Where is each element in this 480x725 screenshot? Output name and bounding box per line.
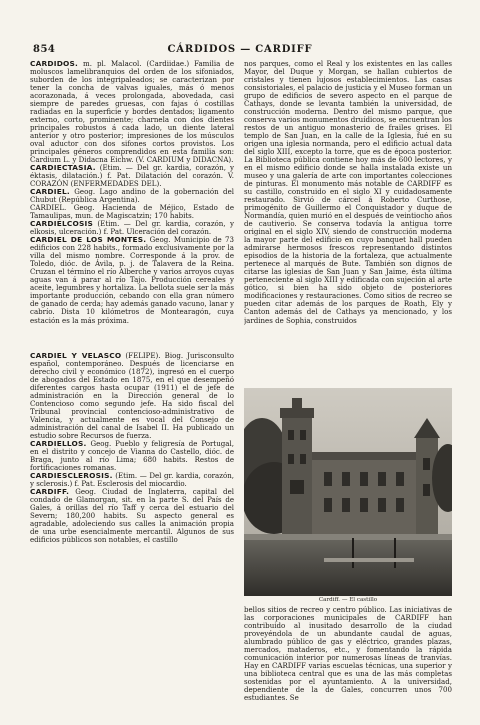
castle-illustration — [244, 388, 452, 596]
entry-text: Geog. Lago andino de la gobernación del Chubut (República Argentina). — [30, 187, 234, 205]
entry-cardiel-y-velasco — [30, 352, 234, 440]
entry-text: Geog. Pueblo y feligresía de Portugal, en el distrito y concejo de Vianna do Castello, dióc. de Braga, junto al río Lima; 680 habits. Restos de fortificaciones romanas. — [30, 439, 234, 473]
running-head: CÁRDIDOS — CARDIFF — [167, 44, 313, 55]
entry-text: Geog. Ciudad de Inglaterra, capital del condado de Glamorgan, sit. en la parte S. del País de Gales, á orillas del río Taff y cerca del estuario del Severn; 180,200 habits. Su aspecto general es agradable, adoleciendo sus calles la animación propia de una urbe esencialmente mercantil. Algunos de sus edificios públicos son notables, el castillo — [30, 487, 234, 545]
entry-cardiesclerosis — [30, 472, 234, 488]
headword: CARDIELCOSIS — [30, 219, 93, 229]
entry-text: (Etim. — Del gr. kardia, corazón, y sclerosis.) f. Pat. Esclerosis del miocardio. — [30, 471, 234, 489]
entry-text: CARDIEL. Geog. Hacienda de Méjico, Estado de Tamaulipas, mun. de Magiscatzin; 170 habits. — [30, 203, 234, 221]
photo-caption: Cardiff. — El castillo — [318, 597, 378, 603]
entry-cardidos — [30, 60, 234, 164]
headword: CARDIEL Y VELASCO — [30, 352, 122, 360]
entry-text: Geog. Municipio de 73 edificios con 228 habits., formado exclusivamente por la villa del mismo nombre. Corresponde á la prov. de Toledo, dióc. de Ávila, p. j. de Talavera de la Reina. Cruzan el término el río Alberche y varios arroyos cuyas aguas van á parar al río Tajo. Producción cereales y aceite, legumbres y hortaliza. La bellota suele ser la más importante producción, cebando con ella gran número de ganado de cerda; hay además ganado vacuno, lanar y cabrío. Dista 10 kilómetros de Montearagón, cuya estación es la más próxima. — [30, 235, 234, 325]
headword: CÁRDIDOS. — [30, 60, 79, 68]
headword: CARDIECTASIA. — [30, 163, 96, 173]
entry-cardiectasia — [30, 164, 234, 188]
headword: CARDIFF. — [30, 487, 70, 497]
right-column-top — [244, 60, 452, 382]
entry-text: bellos sitios de recreo y centro público. Las iniciativas de las corporaciones municipales de CARDIFF han contribuido al inusitado desarrollo de la ciudad proveyéndola de un abundante caudal de aguas, alumbrado público de gas y eléctrico, grandes plazas, mercados, mataderos, etc., y fomentando la rápida comunicación interior por numerosas líneas de tranvías. Hay en CARDIFF varias escuelas técnicas, una superior y una biblioteca central que es una de las más completas sostenidas por el ayuntamiento. A la universidad, dependiente de la de Gales, concurren unos 700 estudiantes. Se — [244, 606, 452, 703]
headword: CARDIELLOS. — [30, 439, 87, 449]
page-number: 854 — [33, 44, 56, 55]
entry-cardiff — [30, 488, 234, 544]
entry-cardiel-de-los-montes — [30, 236, 234, 324]
entry-cardiel — [30, 188, 234, 204]
headword: CARDIESCLEROSIS. — [30, 471, 113, 481]
entry-cardielcosis — [30, 220, 234, 236]
entry-text: (FELIPE). Biog. Jurisconsulto español, contemporáneo. Después de licenciarse en derecho civil y económico (1872), ingresó en el cuerpo de abogados del Estado en 1875, en el que desempeñó diferentes cargos hasta ocupar (1911) el de jefe de administración en la Dirección general de lo Contencioso como segundo jefe. Ha sido fiscal del Tribunal provincial contencioso-administrativo de Valencia, y actualmente es vocal del Consejo de administración del canal de Isabel II. Ha publicado un estudio sobre Recursos de fuerza. — [30, 352, 234, 441]
entry-cardiel-mexico — [30, 204, 234, 220]
right-column-bottom — [244, 606, 452, 722]
entry-text: m. pl. Malacol. (Cardiidae.) Familia de moluscos lamelibranquios del orden de los sifoniados, suborden de los integripaleados; se caracterizan por tener la concha de valvas iguales, más ó menos acorazonada, á veces prolongada, abovedada, casi siempre de paredes gruesas, con fajas ó costillas radiadas en la superficie y bordes dentados; ligamento externo, corto, prominente; charnela con dos dientes principales robustos á cada lado, un diente lateral anterior y otro posterior; impresiones de los músculos oval aductor con dos sifones cortos provistos. Los principales géneros comprendidos en esta familia son: Cardium L. y Didacna Eichw. (V. CARDIUM y DIDACNA). — [30, 60, 234, 165]
entry-text: (Etim. — Del gr. kardia, corazón, y elkosis, ulceración.) f. Pat. Ulceración del corazón. — [30, 219, 234, 237]
castle-photo — [244, 388, 452, 596]
entry-text: (Etim. — Del gr. kardia, corazón, y éktasis, dilatación.) f. Pat. Dilatación del corazón. V. CORAZÓN (ENFERMEDADES DEL). — [30, 163, 234, 189]
left-column-continued — [30, 352, 234, 722]
headword: CARDIEL. — [30, 187, 70, 197]
left-column — [30, 60, 234, 352]
headword: CARDIEL DE LOS MONTES. — [30, 235, 147, 245]
entry-text: nos parques, como el Real y los existentes en las calles Mayor, del Duque y Morgan, se hallan cubiertos de cristales y tienen lujosos establecimientos. Las casas consistoriales, el palacio de justicia y el Museo forman un grupo de edificios de severo aspecto en el parque de Cathays, donde se levanta también la universidad, de construcción moderna. Dentro del mismo parque, que conserva varios monumentos druídicos, se encuentran los restos de un antiguo monasterio de frailes grises. El templo de San Juan, en la calle de la Iglesia, fué en su origen una iglesia normanda, pero el edificio actual data del siglo XIII, excepto la torre, que es de época posterior. La Biblioteca pública contiene hoy más de 600 lectores, y en el mismo edificio donde se halla instalada existe un museo y una galería de arte con importantes colecciones de pinturas. El monumento más notable de CARDIFF es su castillo, construido en el siglo XI y cuidadosamente restaurado. Sirvió de cárcel á Roberto Curthose, primogénito de Guillermo el Conquistador y duque de Normandía, quien murió en el después de veintiocho años de cautiverio. Se conserva todavía la antigua torre original en el siglo XIV, siendo de construcción moderna la mayor parte del edificio en cuyo banquet hall pueden admirarse hermosos frescos representando distintos episodios de la historia de la fortaleza, que actualmente pertenece al marqués de Bute. También son dignos de citarse las iglesias de San Juan y San Jaime, ésta última perteneciente al siglo XIII y edificada con sujeción al arte gótico, si bien ha sido objeto de posteriores modificaciones y restauraciones. Como sitios de recreo se pueden citar además de los parques de Roath, Ely y Canton además del de Cathays ya mencionado, y los jardines de Sophia, construidos — [244, 60, 452, 325]
entry-cardiellos — [30, 440, 234, 472]
